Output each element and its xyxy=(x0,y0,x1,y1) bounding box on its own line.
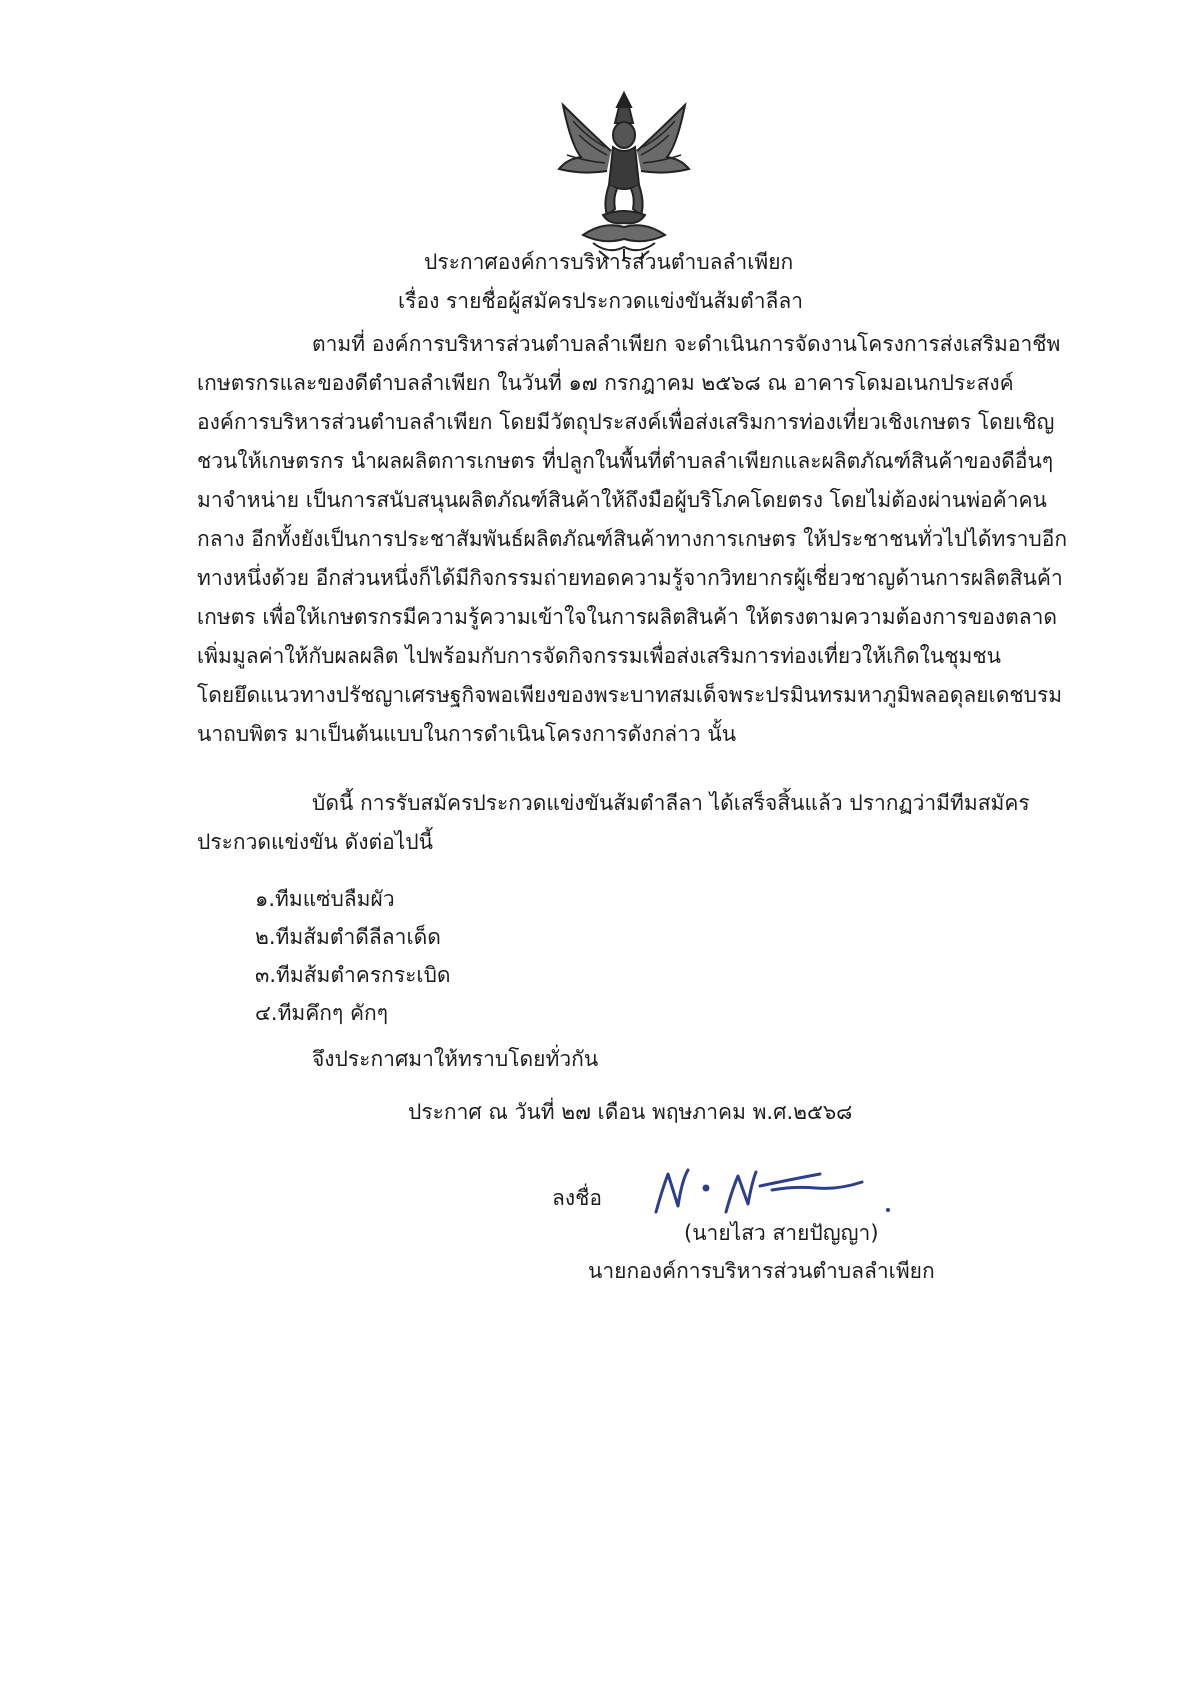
paragraph1-line: ทางหนึ่งด้วย อีกส่วนหนึ่งก็ได้มีกิจกรรมถ่ายทอดความรู้จากวิทยากรผู้เชี่ยวชาญด้านการผลิตสินค้า xyxy=(197,566,1063,590)
paragraph1-line: กลาง อีกทั้งยังเป็นการประชาสัมพันธ์ผลิตภัณฑ์สินค้าทางการเกษตร ให้ประชาชนทั่วไปได้ทราบอีก xyxy=(197,527,1068,551)
team-list-item: ๔.ทีมคึกๆ คักๆ xyxy=(255,1001,389,1025)
announcement-date: ประกาศ ณ วันที่ ๒๗ เดือน พฤษภาคม พ.ศ.๒๕๖๘ xyxy=(408,1100,853,1124)
closing-statement: จึงประกาศมาให้ทราบโดยทั่วกัน xyxy=(312,1047,599,1071)
paragraph1-line: โดยยึดแนวทางปรัชญาเศรษฐกิจพอเพียงของพระบาทสมเด็จพระปรมินทรมหาภูมิพลอดุลยเดชบรม xyxy=(197,683,1063,707)
paragraph1-line: เกษตรกรและของดีตำบลลำเพียก ในวันที่ ๑๗ กรกฎาคม ๒๕๖๘ ณ อาคารโดมอเนกประสงค์ xyxy=(197,371,1014,395)
paragraph1-line: องค์การบริหารส่วนตำบลลำเพียก โดยมีวัตถุประสงค์เพื่อส่งเสริมการท่องเที่ยวเชิงเกษตร โดยเชิญ xyxy=(197,410,1055,434)
signature-label: ลงชื่อ xyxy=(552,1186,602,1210)
signatory-name: (นายไสว สายปัญญา) xyxy=(684,1221,879,1245)
announcement-title: ประกาศองค์การบริหารส่วนตำบลลำเพียก xyxy=(424,250,794,274)
paragraph1-line: เพิ่มมูลค่าให้กับผลผลิต ไปพร้อมกับการจัดกิจกรรมเพื่อส่งเสริมการท่องเที่ยวให้เกิดในชุมชน xyxy=(197,644,1001,668)
team-list-item: ๓.ทีมส้มตำครกระเบิด xyxy=(255,963,451,987)
announcement-subject: เรื่อง รายชื่อผู้สมัครประกวดแข่งขันส้มตำลีลา xyxy=(398,289,804,313)
paragraph2-line: บัดนี้ การรับสมัครประกวดแข่งขันส้มตำลีลา ได้เสร็จสิ้นแล้ว ปรากฏว่ามีทีมสมัคร xyxy=(312,791,1030,815)
paragraph1-line: ชวนให้เกษตรกร นำผลผลิตการเกษตร ที่ปลูกในพื้นที่ตำบลลำเพียกและผลิตภัณฑ์สินค้าของดีอื่นๆ xyxy=(197,449,1054,473)
team-list-item: ๒.ทีมส้มตำดีลีลาเด็ด xyxy=(255,925,441,949)
paragraph1-line: มาจำหน่าย เป็นการสนับสนุนผลิตภัณฑ์สินค้าให้ถึงมือผู้บริโภคโดยตรง โดยไม่ต้องผ่านพ่อค้าคน xyxy=(197,488,1047,512)
paragraph1-line: ตามที่ องค์การบริหารส่วนตำบลลำเพียก จะดำเนินการจัดงานโครงการส่งเสริมอาชีพ xyxy=(312,332,1061,356)
team-list-item: ๑.ทีมแซ่บลืมผัว xyxy=(255,887,395,911)
paragraph1-line: นาถบพิตร มาเป็นต้นแบบในการดำเนินโครงการดังกล่าว นั้น xyxy=(197,722,737,746)
paragraph1-line: เกษตร เพื่อให้เกษตรกรมีความรู้ความเข้าใจในการผลิตสินค้า ให้ตรงตามความต้องการของตลาด xyxy=(197,605,1058,629)
paragraph2-line: ประกวดแข่งขัน ดังต่อไปนี้ xyxy=(197,830,433,854)
garuda-emblem-icon xyxy=(553,85,695,263)
signatory-position: นายกองค์การบริหารส่วนตำบลลำเพียก xyxy=(588,1259,935,1283)
